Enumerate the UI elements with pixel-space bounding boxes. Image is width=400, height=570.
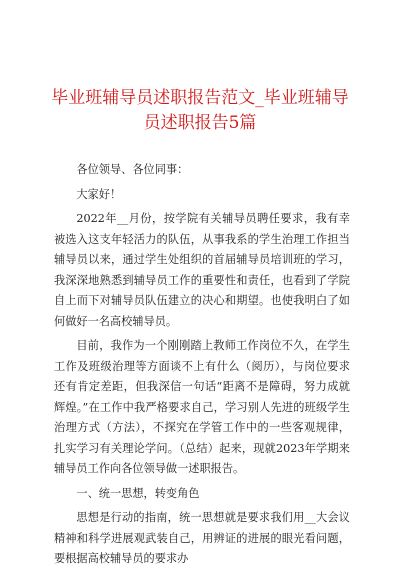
document-body	[54, 160, 350, 570]
document-title: 毕业班辅导员述职报告范文_毕业班辅导员述职报告5篇	[51, 88, 349, 133]
body-paragraph: 2022年__月份，按学院有关辅导员聘任要求，我有幸被选入这支年轻活力的队伍，从事我系的学生治理工作担当辅导员以来，通过学生处组织的首届辅导员培训班的学习，我深深地熟悉到辅导员工作的重要性和责任，也看到了学院自上而下对辅导员队伍建立的决心和期望。也使我明白了如何做好一名高校辅导员。	[54, 212, 350, 328]
section-heading: 一、统一思想，转变角色	[76, 486, 200, 500]
salutation: 各位领导、各位同事：	[76, 163, 189, 176]
body-paragraph: 目前，我作为一个刚刚踏上教师工作岗位不久，在学生工作及班级治理等方面谈不上有什么（阅历），与岗位要求还有肯定差距，但我深信一句话“距离不是障碍，努力成就辉煌。”在工作中我严格要求自己，学习别人先进的班级学生治理方式（方法），不探究在学管工作中的一些客观规律，扎实学习有关理论学问。（总结）起来，现就2023年学期来辅导员工作向各位领导做一述职报告。	[54, 339, 350, 475]
greeting: 大家好！	[76, 187, 122, 201]
body-paragraph: 思想是行动的指南，统一思想就是要求我们用__大会议精神和科学进展观武装自己，用辨证的进展的眼光看问题，要根据高校辅导员的要求办	[54, 511, 350, 565]
